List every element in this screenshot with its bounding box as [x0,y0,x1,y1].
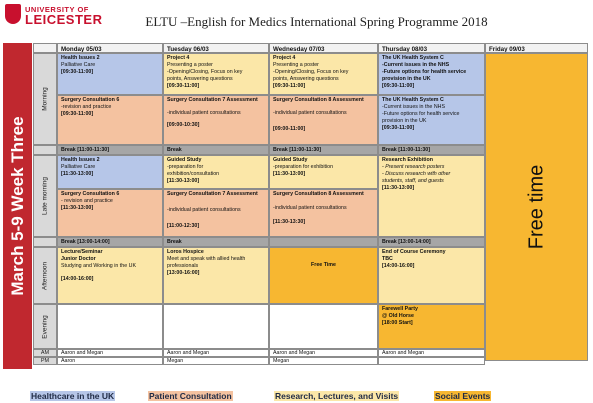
friday-free-time [485,53,588,361]
legend-healthcare [30,391,115,401]
row-label-break2 [33,237,57,247]
legend-social [434,391,491,401]
staff-am-mon: Aaron and Megan [57,349,163,357]
session-thu-morning1: The UK Health System C -Current issues in the NHS -Future options for health service provision in the UK [09:30-11:00] [378,53,485,95]
staff-pm-wed: Megan [269,357,378,365]
session-tue-morning2: Surgery Consultation 7 Assessment -individual patient consultations [09:00-10:30] [163,95,269,145]
row-label-late-morning: Late morning [33,155,57,237]
row-label-morning: Morning [33,53,57,145]
break-mon-2: Break [13:00-14:00] [57,237,163,247]
legend-research-label: Research, Lectures, and Visits [275,391,399,401]
session-mon-morning2: Surgery Consultation 6 -revision and practice [09:30-11:00] [57,95,163,145]
session-wed-late2: Surgery Consultation 8 Assessment -individual patient consultations [11:30-13:30] [269,189,378,237]
logo-line2: LEICESTER [25,12,103,27]
session-tue-afternoon: Loros Hospice Meet and speak with allied health professionals [13:00-16:00] [163,247,269,304]
legend-patient [148,391,233,401]
staff-am-thu: Aaron and Megan [378,349,485,357]
session-tue-late2: Surgery Consultation 7 Assessment -individual patient consultations [11:00-12:30] [163,189,269,237]
staff-am-tue: Aaron and Megan [163,349,269,357]
staff-pm-tue: Megan [163,357,269,365]
row-label-pm: PM [33,357,57,365]
day-header-tue: Tuesday 06/03 [163,43,269,53]
logo-line1: UNIVERSITY OF [25,5,89,14]
week-side-label [3,43,32,369]
break-wed-2 [269,237,378,247]
week-label-text: March 5-9 Week Three [7,116,27,296]
session-tue-evening [163,304,269,349]
day-header-thu: Thursday 08/03 [378,43,485,53]
session-thu-late: Research Exhibition - Present research posters - Discuss research with other students, staff, and guests [11:30-13:00] [378,155,485,237]
day-header-fri: Friday 09/03 [485,43,588,53]
legend-patient-label: Patient Consultation [149,391,232,401]
legend-social-label: Social Events [435,391,491,401]
session-mon-evening [57,304,163,349]
legend-healthcare-label: Healthcare in the UK [31,391,115,401]
staff-pm-mon: Aaron [57,357,163,365]
session-mon-morning1: Health Issues 2 Palliative Care [09:30-11:00] [57,53,163,95]
break-wed-1: Break [11:00-11:30] [269,145,378,155]
session-wed-late1: Guided Study -preparation for exhibition [11:30-13:00] [269,155,378,189]
session-thu-evening: Farewell Party @ Old Horse [18:00 Start] [378,304,485,349]
session-wed-morning2: Surgery Consultation 8 Assessment -individual patient consultations [09:00-11:00] [269,95,378,145]
session-wed-afternoon: Free Time [269,247,378,304]
session-mon-late2: Surgery Consultation 6 - revision and practice [11:30-13:00] [57,189,163,237]
session-thu-morning2: The UK Health System C -Current issues in the NHS -Future options for health service provision in the UK [09:30-11:00] [378,95,485,145]
day-header-wed: Wednesday 07/03 [269,43,378,53]
free-time-label: Free time [525,164,547,250]
staff-am-wed: Aaron and Megan [269,349,378,357]
session-wed-morning1: Project 4 Presenting a poster -Opening/Closing, Focus on key points, Answering questions [09:30-11:00] [269,53,378,95]
staff-pm-thu [378,357,485,365]
break-thu-2: Break [13:00-14:00] [378,237,485,247]
corner-cell [33,43,57,53]
break-mon-1: Break [11:00-11:30] [57,145,163,155]
session-thu-afternoon: End of Course Ceremony TBC [14:00-16:00] [378,247,485,304]
row-label-afternoon: Afternoon [33,247,57,304]
session-wed-evening [269,304,378,349]
row-label-am: AM [33,349,57,357]
break-tue-2: Break [163,237,269,247]
legend-research [274,391,399,401]
day-header-mon: Monday 05/03 [57,43,163,53]
row-label-break1 [33,145,57,155]
session-tue-morning1: Project 4 Presenting a poster -Opening/Closing, Focus on key points, Answering questions [09:30-11:00] [163,53,269,95]
page-title: ELTU –English for Medics International Spring Programme 2018 [145,14,488,29]
session-mon-afternoon: Lecture/Seminar Junior Doctor Studying and Working in the UK [14:00-16:00] [57,247,163,304]
session-mon-late1: Health Issues 2 Palliative Care [11:30-13:00] [57,155,163,189]
session-tue-late1: Guided Study -preparation for exhibition/consultation [11:30-13:00] [163,155,269,189]
break-thu-1: Break [11:00-11:30] [378,145,485,155]
break-tue-1: Break [163,145,269,155]
row-label-evening: Evening [33,304,57,349]
